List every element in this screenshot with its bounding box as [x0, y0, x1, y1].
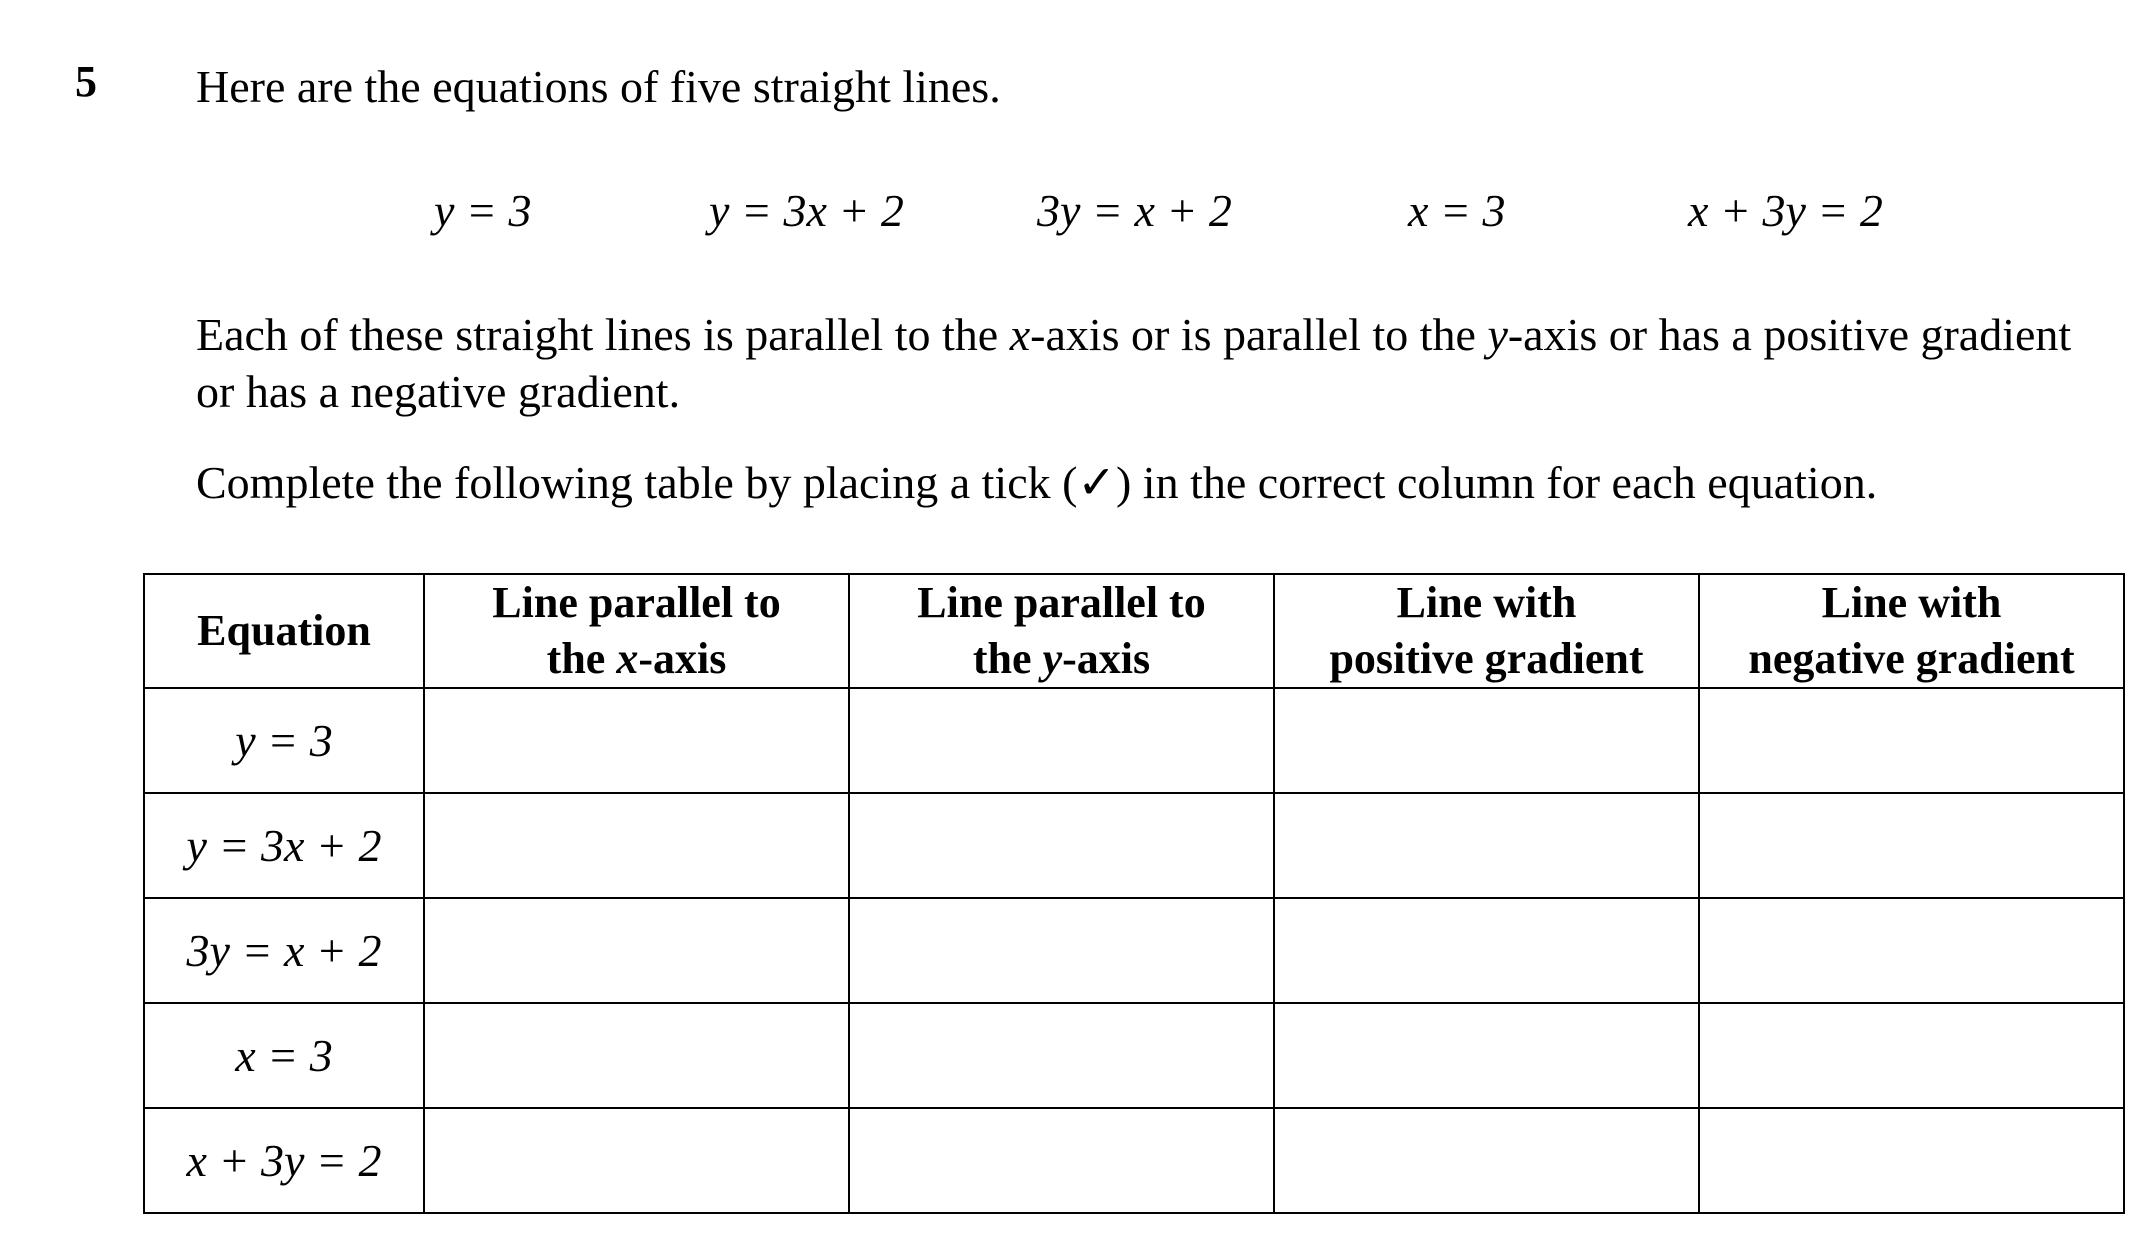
tick-cell-parallel-y[interactable]	[849, 1003, 1274, 1108]
question-instruction: Complete the following table by placing a tick (✓) in the correct column for each equation.	[196, 457, 1878, 508]
row-equation: 3y = x + 2	[144, 898, 424, 1003]
header-positive-line2: positive gradient	[1329, 634, 1644, 683]
header-parallel-x-post: -axis	[638, 634, 727, 683]
table-row	[144, 1003, 2124, 1108]
tick-cell-positive[interactable]	[1274, 793, 1699, 898]
tick-cell-negative[interactable]	[1699, 688, 2124, 793]
description-part-1: Each of these straight lines is parallel to the	[196, 309, 1010, 360]
table-row	[144, 688, 2124, 793]
tick-cell-parallel-y[interactable]	[849, 793, 1274, 898]
description-part-2: -axis or is parallel to the	[1030, 309, 1488, 360]
header-negative-line2: negative gradient	[1748, 634, 2075, 683]
tick-cell-negative[interactable]	[1699, 1108, 2124, 1213]
tick-cell-parallel-x[interactable]	[424, 1108, 849, 1213]
description-var-x: x	[1009, 309, 1031, 360]
table-row	[144, 793, 2124, 898]
table-row	[144, 1108, 2124, 1213]
row-equation: x + 3y = 2	[144, 1108, 424, 1213]
table-row	[144, 898, 2124, 1003]
table-header-row	[144, 574, 2124, 688]
tick-cell-negative[interactable]	[1699, 1003, 2124, 1108]
tick-cell-positive[interactable]	[1274, 1003, 1699, 1108]
question-intro: Here are the equations of five straight lines.	[196, 61, 1001, 112]
header-parallel-x-line1: Line parallel to	[492, 578, 781, 627]
description-part-3: -axis or has a positive gradient or has a negative gradient.	[196, 309, 2072, 417]
tick-cell-parallel-x[interactable]	[424, 1003, 849, 1108]
row-equation: y = 3	[144, 688, 424, 793]
header-negative-line1: Line with	[1821, 578, 2002, 627]
row-equation: y = 3x + 2	[144, 793, 424, 898]
question-description	[196, 306, 2096, 420]
equation-5: x + 3y = 2	[1688, 185, 1883, 236]
header-equation	[144, 574, 424, 688]
header-parallel-x	[424, 574, 849, 688]
header-parallel-x-line2	[425, 631, 848, 687]
description-var-y: y	[1487, 309, 1508, 360]
header-parallel-y-pre: the	[972, 634, 1043, 683]
tick-cell-parallel-x[interactable]	[424, 793, 849, 898]
header-parallel-y-post: -axis	[1062, 634, 1151, 683]
header-negative-gradient	[1699, 574, 2124, 688]
tick-cell-negative[interactable]	[1699, 793, 2124, 898]
answer-table	[143, 573, 2125, 1214]
tick-cell-parallel-y[interactable]	[849, 898, 1274, 1003]
header-parallel-x-pre: the	[546, 634, 617, 683]
header-parallel-y	[849, 574, 1274, 688]
header-parallel-x-var: x	[616, 634, 639, 683]
equation-4: x = 3	[1408, 185, 1506, 236]
header-parallel-y-var: y	[1042, 634, 1063, 683]
tick-cell-positive[interactable]	[1274, 898, 1699, 1003]
equation-2: y = 3x + 2	[709, 185, 904, 236]
row-equation: x = 3	[144, 1003, 424, 1108]
tick-cell-parallel-y[interactable]	[849, 688, 1274, 793]
equation-1: y = 3	[434, 185, 532, 236]
header-equation-label: Equation	[197, 606, 371, 655]
equation-3: 3y = x + 2	[1037, 185, 1232, 236]
tick-cell-positive[interactable]	[1274, 688, 1699, 793]
tick-cell-parallel-x[interactable]	[424, 688, 849, 793]
tick-cell-positive[interactable]	[1274, 1108, 1699, 1213]
tick-cell-negative[interactable]	[1699, 898, 2124, 1003]
tick-cell-parallel-x[interactable]	[424, 898, 849, 1003]
header-positive-line1: Line with	[1396, 578, 1577, 627]
header-parallel-y-line2	[850, 631, 1273, 687]
tick-cell-parallel-y[interactable]	[849, 1108, 1274, 1213]
header-parallel-y-line1: Line parallel to	[917, 578, 1206, 627]
header-positive-gradient	[1274, 574, 1699, 688]
question-number: 5	[75, 57, 97, 106]
